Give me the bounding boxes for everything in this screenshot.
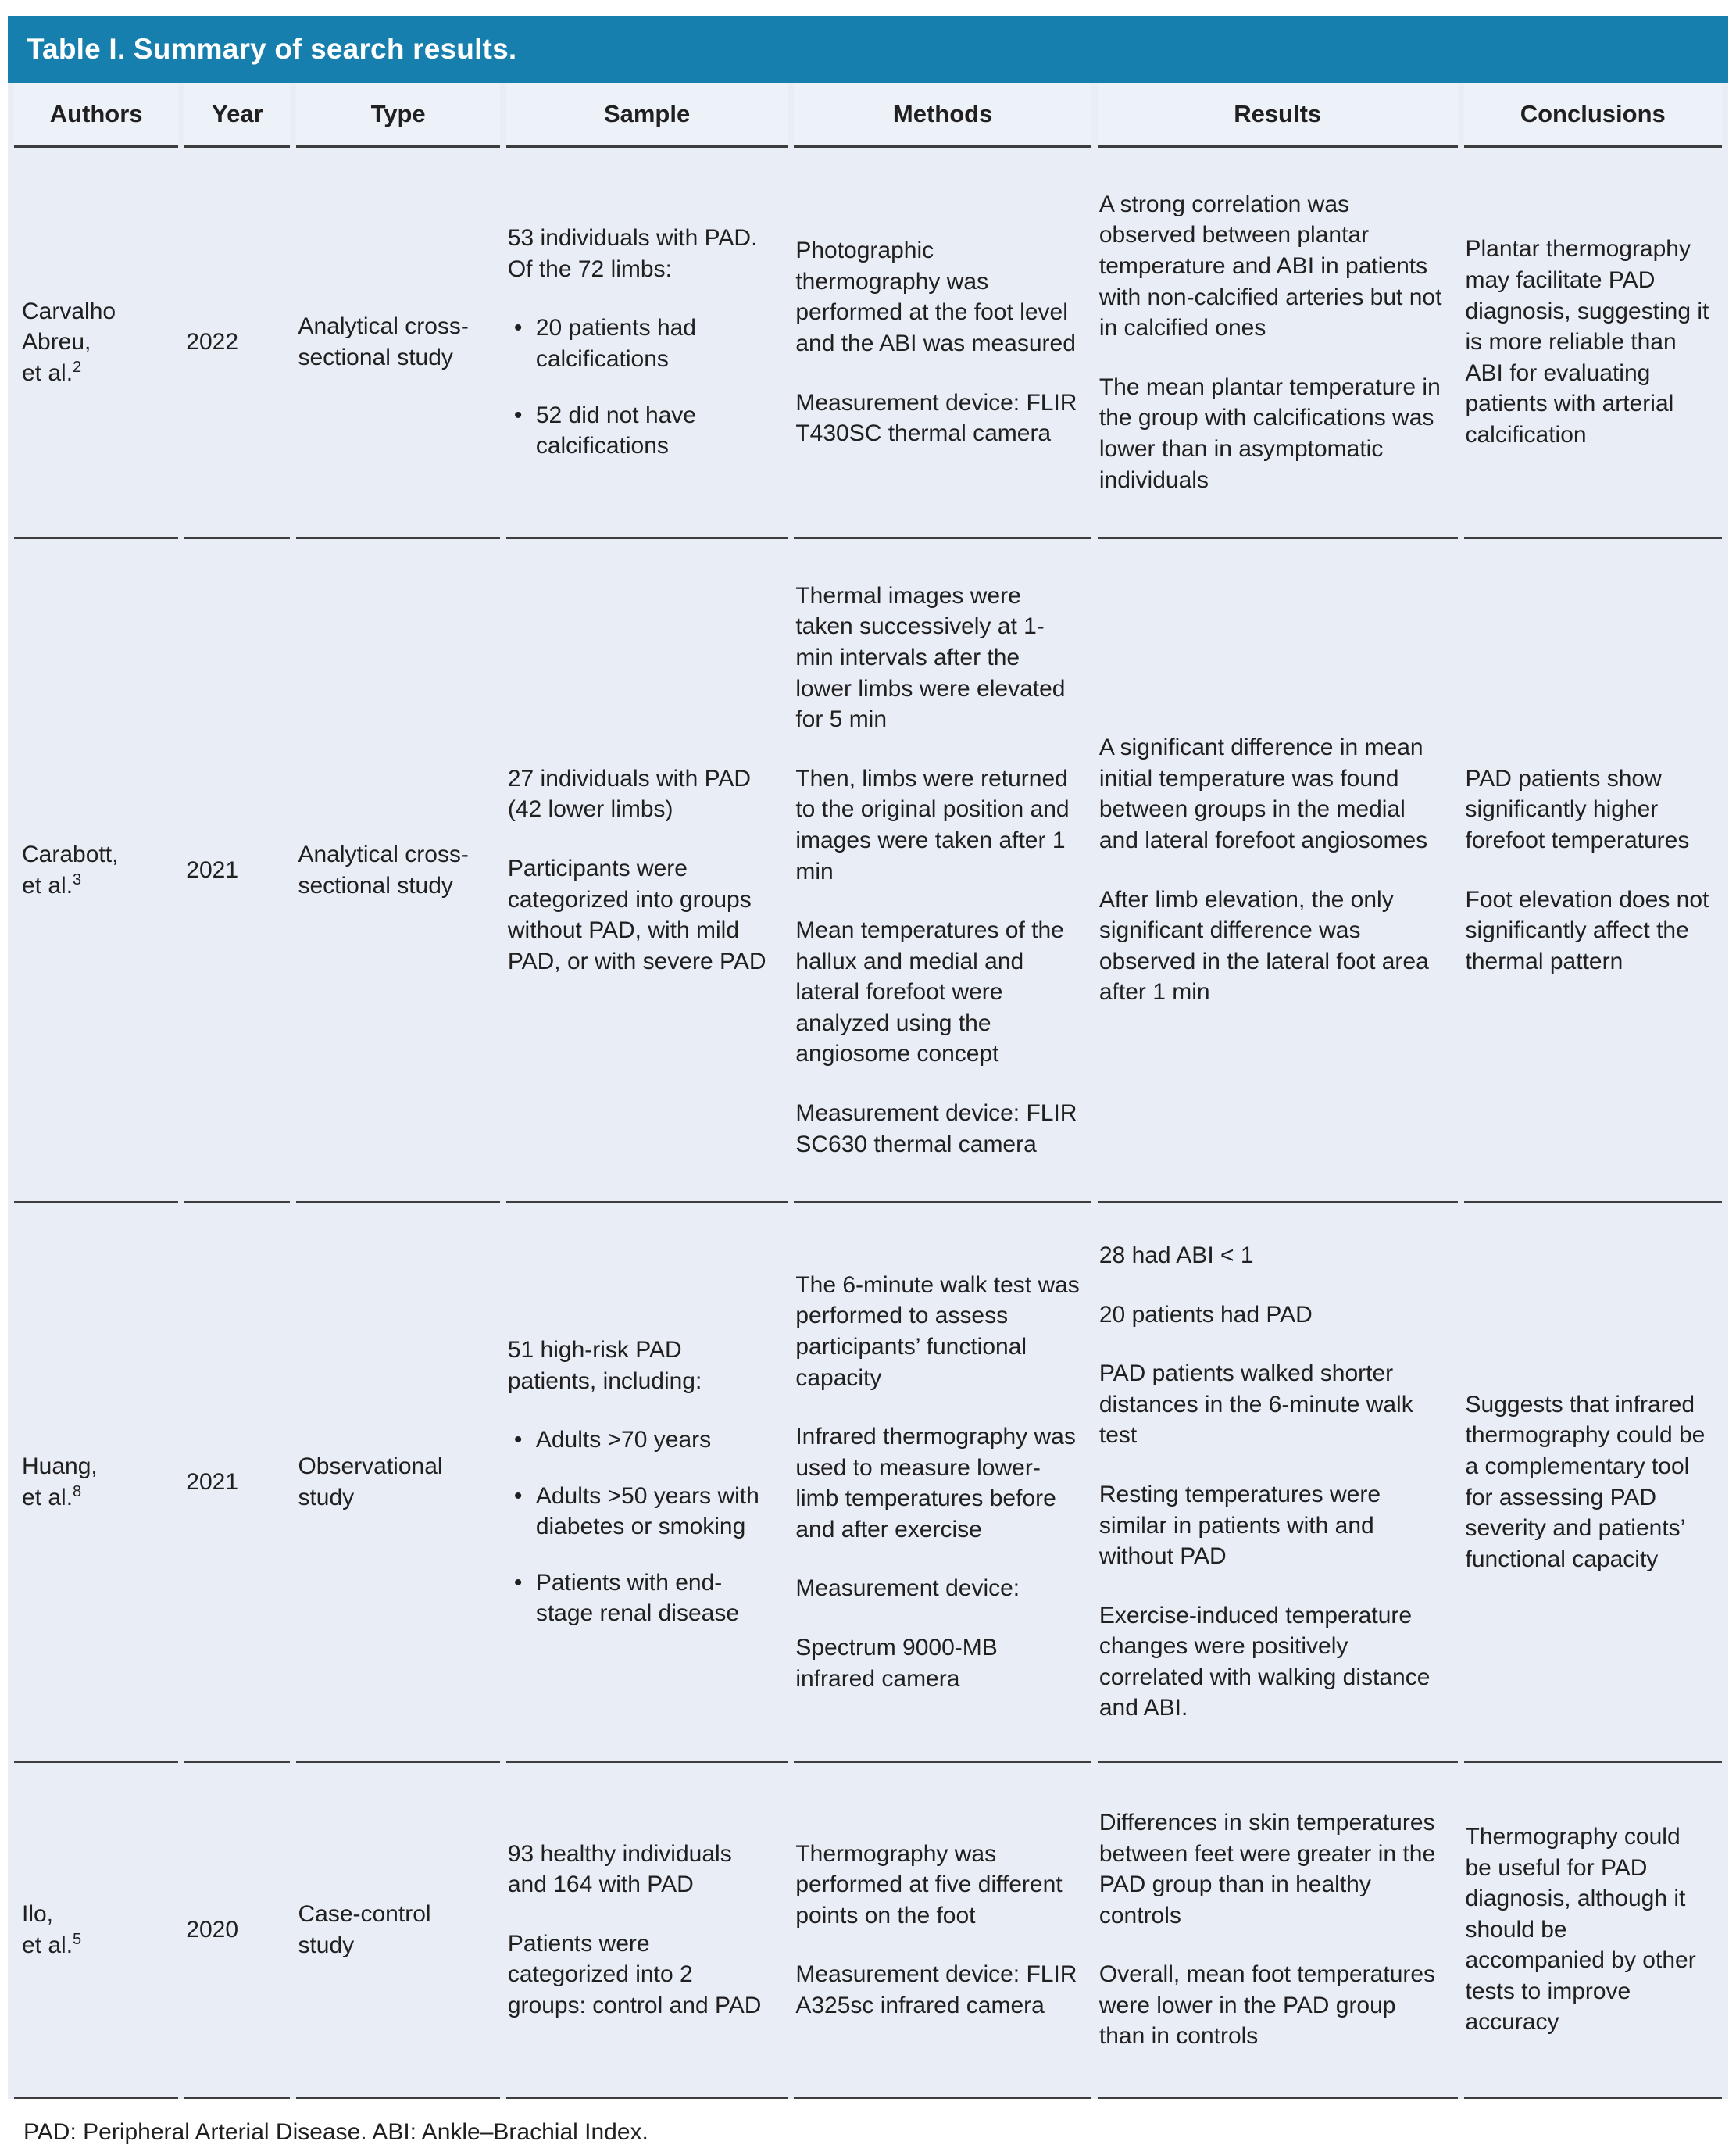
column-header-methods: Methods xyxy=(794,83,1091,148)
sample-paragraph: 53 individuals with PAD. Of the 72 limbs: xyxy=(507,225,758,282)
results-paragraph: A significant difference in mean initial temperature was found between groups in the medial and lateral forefoot angiosomes xyxy=(1098,735,1428,853)
column-header-conclusions: Conclusions xyxy=(1464,83,1723,148)
year-cell: 2020 xyxy=(184,1763,290,2099)
results-paragraph: After limb elevation, the only significant difference was observed in the lateral foot area after 1 min xyxy=(1098,886,1429,1006)
results-paragraph: Overall, mean foot temperatures were lower in the PAD group than in controls xyxy=(1098,1961,1436,2050)
conclusions-paragraph: Suggests that infrared thermography could be a complementary tool for assessing PAD severity and patients’ functional capacity xyxy=(1465,1391,1706,1572)
methods-paragraph: Photographic thermography was performed at the foot level and the ABI was measured xyxy=(795,238,1076,356)
conclusions-paragraph: Plantar thermography may facilitate PAD diagnosis, suggesting it is more reliable than ABI for evaluating patients with arterial calcification xyxy=(1465,236,1709,448)
sample-bullet-list xyxy=(508,313,777,461)
conclusions-cell xyxy=(1464,1763,1723,2099)
sample-cell xyxy=(506,1763,788,2099)
conclusions-paragraph: Foot elevation does not significantly affect the thermal pattern xyxy=(1465,886,1709,974)
study-row xyxy=(14,539,1722,1203)
methods-cell xyxy=(794,539,1091,1203)
methods-cell xyxy=(794,1203,1091,1763)
sample-cell xyxy=(506,148,788,539)
sample-paragraph: 51 high-risk PAD patients, including: xyxy=(507,1336,702,1394)
methods-paragraph: Infrared thermography was used to measure lower-limb temperatures before and after exercise xyxy=(795,1424,1076,1543)
sample-bullet-item: • 20 patients had calcifications xyxy=(508,313,777,374)
year-cell: 2022 xyxy=(184,148,290,539)
type-cell: Observational study xyxy=(296,1203,499,1763)
table-title: Table I. Summary of search results. xyxy=(27,33,517,65)
type-cell: Analytical cross-sectional study xyxy=(296,148,499,539)
methods-paragraph: Then, limbs were returned to the original position and images were taken after 1 min xyxy=(795,765,1070,885)
column-header-sample: Sample xyxy=(506,83,788,148)
results-paragraph: A strong correlation was observed between plantar temperature and ABI in patients with non-calcified arteries but not in calcified ones xyxy=(1098,191,1442,341)
methods-paragraph: Measurement device: xyxy=(795,1575,1020,1602)
sample-bullet-item: • Patients with end-stage renal disease xyxy=(508,1568,777,1629)
methods-paragraph: Thermal images were taken successively at 1-min intervals after the lower limbs were elevated for 5 min xyxy=(795,582,1066,733)
author-name: Carabott, xyxy=(22,841,119,867)
conclusions-paragraph: PAD patients show significantly higher forefoot temperatures xyxy=(1465,765,1690,853)
study-row xyxy=(14,1763,1722,2099)
summary-table-container xyxy=(8,83,1728,2099)
author-name: Huang, xyxy=(22,1453,98,1479)
sample-bullet-list xyxy=(508,1425,777,1629)
methods-paragraph: Mean temperatures of the hallux and medial and lateral forefoot were analyzed using the angiosome concept xyxy=(795,917,1064,1067)
header-row xyxy=(14,83,1722,148)
methods-paragraph: Spectrum 9000-MB infrared camera xyxy=(795,1635,998,1692)
sample-bullet-item: • 52 did not have calcifications xyxy=(508,400,777,462)
authors-cell xyxy=(14,539,178,1203)
results-cell xyxy=(1098,148,1458,539)
summary-table xyxy=(8,83,1728,2099)
conclusions-cell xyxy=(1464,1203,1723,1763)
results-paragraph: PAD patients walked shorter distances in the 6-minute walk test xyxy=(1098,1360,1413,1449)
methods-paragraph: Measurement device: FLIR A325sc infrared camera xyxy=(795,1961,1077,2018)
column-header-year: Year xyxy=(184,83,290,148)
results-cell xyxy=(1098,1203,1458,1763)
column-header-type: Type xyxy=(296,83,499,148)
methods-cell xyxy=(794,148,1091,539)
year-cell: 2021 xyxy=(184,1203,290,1763)
year-cell: 2021 xyxy=(184,539,290,1203)
results-paragraph: 20 patients had PAD xyxy=(1098,1301,1313,1328)
methods-cell xyxy=(794,1763,1091,2099)
reference-number: 5 xyxy=(73,1930,82,1948)
results-cell xyxy=(1098,1763,1458,2099)
reference-number: 3 xyxy=(73,870,82,888)
sample-bullet-item: • Adults >50 years with diabetes or smoking xyxy=(508,1481,777,1543)
methods-paragraph: Thermography was performed at five different points on the foot xyxy=(795,1840,1063,1929)
study-row xyxy=(14,1203,1722,1763)
author-etal: et al.$^5$ xyxy=(22,1930,82,1958)
reference-number: 8 xyxy=(73,1482,82,1500)
sample-paragraph: 93 healthy individuals and 164 with PAD xyxy=(507,1840,732,1898)
table-title-bar xyxy=(8,16,1728,83)
author-etal: et al.$^3$ xyxy=(22,870,82,899)
authors-cell xyxy=(14,148,178,539)
sample-paragraph: Participants were categorized into groups without PAD, with mild PAD, or with severe PAD xyxy=(507,855,766,974)
methods-paragraph: Measurement device: FLIR T430SC thermal camera xyxy=(795,389,1077,447)
sample-paragraph: 27 individuals with PAD (42 lower limbs) xyxy=(507,765,752,823)
authors-cell xyxy=(14,1763,178,2099)
author-etal: et al.$^2$ xyxy=(22,358,82,386)
methods-paragraph: The 6-minute walk test was performed to assess participants’ functional capacity xyxy=(795,1271,1080,1391)
reference-number: 2 xyxy=(73,358,82,376)
conclusions-cell xyxy=(1464,148,1723,539)
study-row xyxy=(14,148,1722,539)
results-paragraph: Resting temperatures were similar in patients with and without PAD xyxy=(1098,1481,1381,1570)
sample-paragraph: Patients were categorized into 2 groups: control and PAD xyxy=(507,1930,762,2018)
methods-paragraph: Measurement device: FLIR SC630 thermal camera xyxy=(795,1100,1077,1157)
results-paragraph: Differences in skin temperatures between feet were greater in the PAD group than in healthy controls xyxy=(1098,1809,1436,1929)
results-paragraph: 28 had ABI < 1 xyxy=(1098,1242,1254,1268)
column-header-authors: Authors xyxy=(14,83,178,148)
sample-cell xyxy=(506,539,788,1203)
results-paragraph: Exercise-induced temperature changes were positively correlated with walking distance and ABI. xyxy=(1098,1602,1431,1721)
conclusions-cell xyxy=(1464,539,1723,1203)
table-body xyxy=(14,148,1722,2099)
author-name: Carvalho Abreu, xyxy=(22,298,116,356)
table-footnote: PAD: Peripheral Arterial Disease. ABI: Ankle–Brachial Index. xyxy=(8,2099,1728,2146)
conclusions-paragraph: Thermography could be useful for PAD diagnosis, although it should be accompanied by other tests to improve accuracy xyxy=(1465,1823,1696,2036)
results-paragraph: The mean plantar temperature in the group with calcifications was lower than in asymptomatic individuals xyxy=(1098,374,1441,493)
author-etal: et al.$^8$ xyxy=(22,1482,82,1510)
sample-cell xyxy=(506,1203,788,1763)
authors-cell xyxy=(14,1203,178,1763)
column-header-results: Results xyxy=(1098,83,1458,148)
author-name: Ilo, xyxy=(22,1900,54,1927)
results-cell xyxy=(1098,539,1458,1203)
type-cell: Analytical cross-sectional study xyxy=(296,539,499,1203)
type-cell: Case-control study xyxy=(296,1763,499,2099)
sample-bullet-item: • Adults >70 years xyxy=(508,1425,777,1456)
